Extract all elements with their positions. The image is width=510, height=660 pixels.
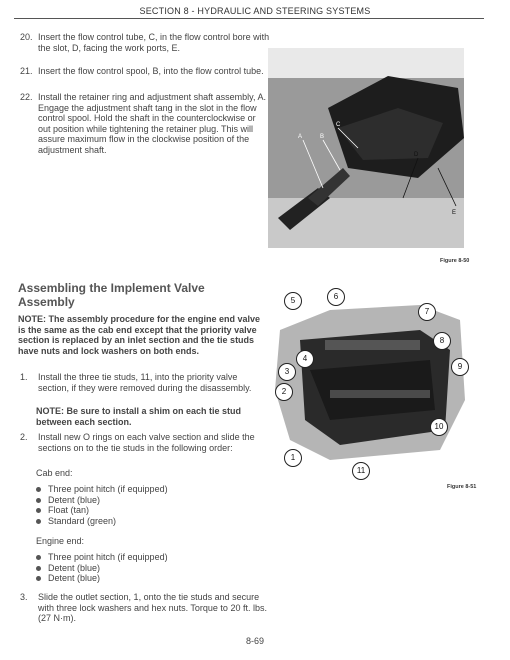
assembly-note: NOTE: The assembly procedure for the engine end valve is the same as the cab end except that the priority valve section is replaced by an inlet section and the tie studs have nuts and lock washers on both ends.: [18, 314, 261, 356]
engine-end-label: Engine end:: [36, 536, 85, 546]
step-text: Slide the outlet section, 1, onto the tie studs and secure with three lock washers and hex nuts. Torque to 20 ft. lbs. (27 N·m).: [38, 592, 267, 624]
list-item: [36, 495, 168, 506]
callout-3: 3: [278, 363, 296, 381]
bullet-icon: [36, 555, 41, 560]
list-item: [36, 563, 168, 574]
list-item: [36, 516, 168, 527]
figure-label-d: D: [414, 152, 419, 158]
list-item: [36, 552, 168, 563]
figure-8-50-image: [268, 48, 464, 248]
engine-end-list: [36, 552, 168, 584]
callout-6: 6: [327, 288, 345, 306]
list-item-text: Detent (blue): [48, 573, 101, 584]
bullet-icon: [36, 487, 41, 492]
step-number: 1.: [20, 372, 28, 382]
bullet-icon: [36, 508, 41, 513]
step-number: 21.: [20, 66, 33, 76]
page-number: 8-69: [245, 636, 264, 646]
step-20: [20, 32, 270, 53]
list-item-text: Float (tan): [48, 505, 90, 516]
section-heading: Assembling the Implement Valve Assembly: [18, 281, 205, 309]
callout-8: 8: [433, 332, 451, 350]
list-item: [36, 505, 168, 516]
callout-5: 5: [284, 292, 302, 310]
cab-end-label: Cab end:: [36, 468, 73, 478]
list-item-text: Detent (blue): [48, 494, 101, 505]
figure-label-c: C: [336, 122, 341, 128]
list-item-text: Detent (blue): [48, 562, 101, 573]
header-rule: [14, 18, 484, 19]
bullet-icon: [36, 498, 41, 503]
figure-8-50-caption: Figure 8-50: [440, 258, 470, 264]
figure-label-a: A: [298, 134, 303, 140]
step-number: 22.: [20, 92, 33, 102]
callout-1: 1: [284, 449, 302, 467]
figure-label-b: B: [320, 134, 325, 140]
list-item: [36, 484, 168, 495]
step-22: [20, 92, 270, 156]
flow-control-photo: [268, 48, 464, 248]
step-number: 20.: [20, 32, 33, 42]
list-item-text: Standard (green): [48, 515, 117, 526]
callout-7: 7: [418, 303, 436, 321]
step-number: 2.: [20, 432, 28, 442]
list-item-text: Three point hitch (if equipped): [48, 484, 168, 494]
list-item: [36, 573, 168, 584]
list-item-text: Three point hitch (if equipped): [48, 552, 168, 562]
callout-2: 2: [275, 383, 293, 401]
callout-10: 10: [430, 418, 448, 436]
step-21: [20, 66, 270, 77]
cab-end-list: [36, 484, 168, 526]
callout-9: 9: [451, 358, 469, 376]
bullet-icon: [36, 566, 41, 571]
step-3: [20, 592, 270, 624]
figure-label-e: E: [452, 210, 457, 216]
bullet-icon: [36, 576, 41, 581]
step-text: Install new O rings on each valve section and slide the sections on to the tie studs in the following order:: [38, 432, 255, 453]
step-2: [20, 432, 270, 453]
figure-8-51-caption: Figure 8-51: [447, 484, 477, 490]
step-number: 3.: [20, 592, 28, 602]
step-text: Insert the flow control spool, B, into the flow control tube.: [38, 66, 264, 76]
valve-assembly-photo: [270, 280, 470, 470]
step-text: Install the three tie studs, 11, into the priority valve section, if they were removed during the disassembly.: [38, 372, 252, 393]
section-header: SECTION 8 - HYDRAULIC AND STEERING SYSTEMS: [139, 6, 371, 16]
shim-note: NOTE: Be sure to install a shim on each tie stud between each section.: [36, 406, 242, 427]
step-text: Install the retainer ring and adjustment shaft assembly, A. Engage the adjustment shaft tang in the slot in the flow control spool. Hold the shaft in the counterclockwise or out position while tightening the retainer plug. This will assure maximum flow in the clockwise position of the adjustment shaft.: [38, 92, 266, 155]
figure-8-51-image: [270, 280, 470, 470]
bullet-icon: [36, 519, 41, 524]
step-text: Insert the flow control tube, C, in the flow control bore with the slot, D, facing the work ports, E.: [38, 32, 270, 53]
callout-11: 11: [352, 462, 370, 480]
callout-4: 4: [296, 350, 314, 368]
step-1: [20, 372, 270, 393]
